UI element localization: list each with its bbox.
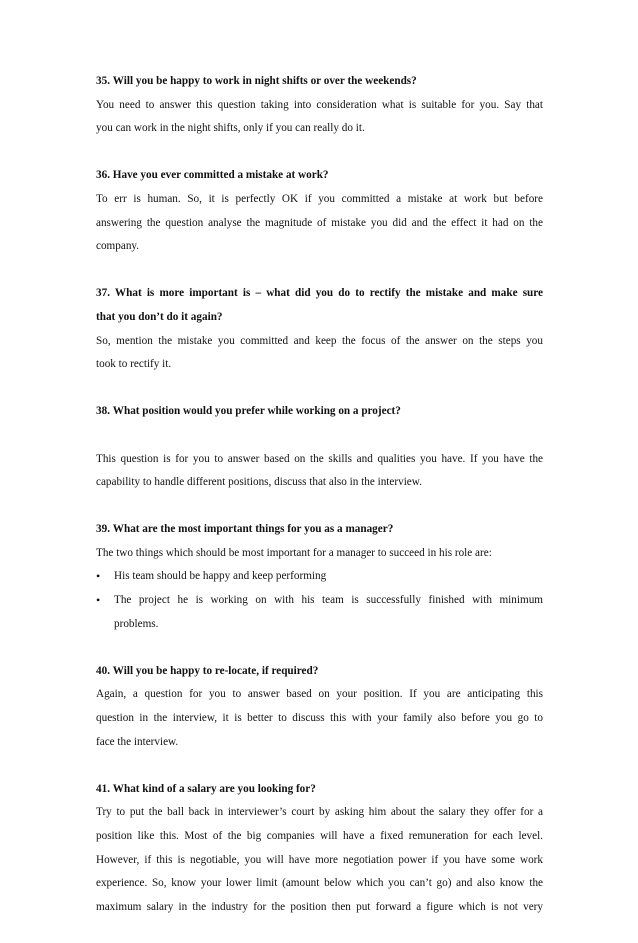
section-40 — [96, 660, 543, 754]
question-heading — [96, 70, 543, 94]
document-page — [96, 70, 543, 943]
question-text: Will you be happy to work in night shifts or over the weekends? — [112, 75, 417, 87]
answer-line: So, mention the mistake you committed and keep the focus of the answer on the steps you — [96, 334, 543, 347]
question-number: 38. — [96, 405, 110, 418]
question-line: that you don’t do it again? — [96, 310, 223, 323]
answer-line: answering the question analyse the magnitude of mistake you did and the effect it had on the — [96, 216, 543, 229]
bullet-list — [96, 565, 543, 636]
answer-line: question in the interview, it is better to discuss this with your family also before you go to — [96, 712, 543, 725]
question-text: What position would you prefer while working on a project? — [112, 405, 401, 418]
answer-line: However, if this is negotiable, you will have more negotiation power if you have some work — [96, 853, 543, 866]
question-number: 40. — [96, 664, 110, 677]
blank-line — [96, 424, 543, 448]
question-number: 39. — [96, 523, 110, 536]
question-number: 41. — [96, 782, 110, 795]
list-item-text: problems. — [114, 617, 159, 630]
list-item — [96, 589, 543, 636]
question-heading — [96, 400, 543, 424]
answer-paragraph — [96, 801, 543, 919]
answer-paragraph — [96, 542, 543, 566]
question-text: Will you be happy to re-locate, if required? — [112, 664, 319, 677]
answer-paragraph — [96, 683, 543, 754]
section-38 — [96, 400, 543, 494]
answer-line: took to rectify it. — [96, 358, 172, 371]
section-37 — [96, 282, 543, 376]
answer-line: position like this. Most of the big companies will have a fixed remuneration for each level. — [96, 830, 543, 842]
question-text: What kind of a salary are you looking for? — [112, 782, 316, 795]
answer-line: face the interview. — [96, 735, 179, 748]
bullet-icon: • — [96, 593, 101, 608]
answer-paragraph — [96, 448, 543, 495]
answer-line: Try to put the ball back in interviewer’s court by asking him about the salary they offer for a — [96, 806, 543, 819]
list-item-text: His team should be happy and keep performing — [114, 570, 327, 583]
answer-paragraph — [96, 188, 543, 259]
question-heading — [96, 660, 543, 684]
bullet-icon: • — [96, 569, 101, 584]
answer-line: company. — [96, 240, 140, 253]
section-39 — [96, 518, 543, 636]
answer-line: experience. So, know your lower limit (amount below which you can’t go) and also know the — [96, 877, 543, 890]
section-36 — [96, 164, 543, 258]
answer-paragraph — [96, 330, 543, 377]
list-item-text: The project he is working on with his team is successfully finished with minimum — [114, 594, 543, 607]
question-number: 35. — [96, 75, 110, 87]
answer-line: you can work in the night shifts, only if you can really do it. — [96, 122, 365, 135]
answer-line: capability to handle different positions, discuss that also in the interview. — [96, 476, 422, 489]
question-heading — [96, 778, 543, 802]
question-heading — [96, 282, 543, 329]
answer-paragraph — [96, 94, 543, 141]
list-item — [96, 565, 543, 589]
answer-line: maximum salary in the industry for the position then put forward a figure which is not very — [96, 900, 543, 913]
question-text: Have you ever committed a mistake at work? — [112, 169, 329, 182]
question-line: 37. What is more important is – what did you do to rectify the mistake and make sure — [96, 287, 543, 300]
question-heading — [96, 518, 543, 542]
answer-line: Again, a question for you to answer based on your position. If you are anticipating this — [96, 688, 543, 701]
section-35 — [96, 70, 543, 141]
question-text: What are the most important things for you as a manager? — [112, 523, 394, 536]
question-heading — [96, 164, 543, 188]
answer-line: You need to answer this question taking into consideration what is suitable for you. Say that — [96, 98, 543, 111]
answer-line: This question is for you to answer based on the skills and qualities you have. If you have the — [96, 452, 543, 465]
question-number: 36. — [96, 169, 110, 182]
answer-line: To err is human. So, it is perfectly OK if you committed a mistake at work but before — [96, 192, 543, 205]
section-41 — [96, 778, 543, 920]
answer-line: The two things which should be most important for a manager to succeed in his role are: — [96, 546, 492, 559]
